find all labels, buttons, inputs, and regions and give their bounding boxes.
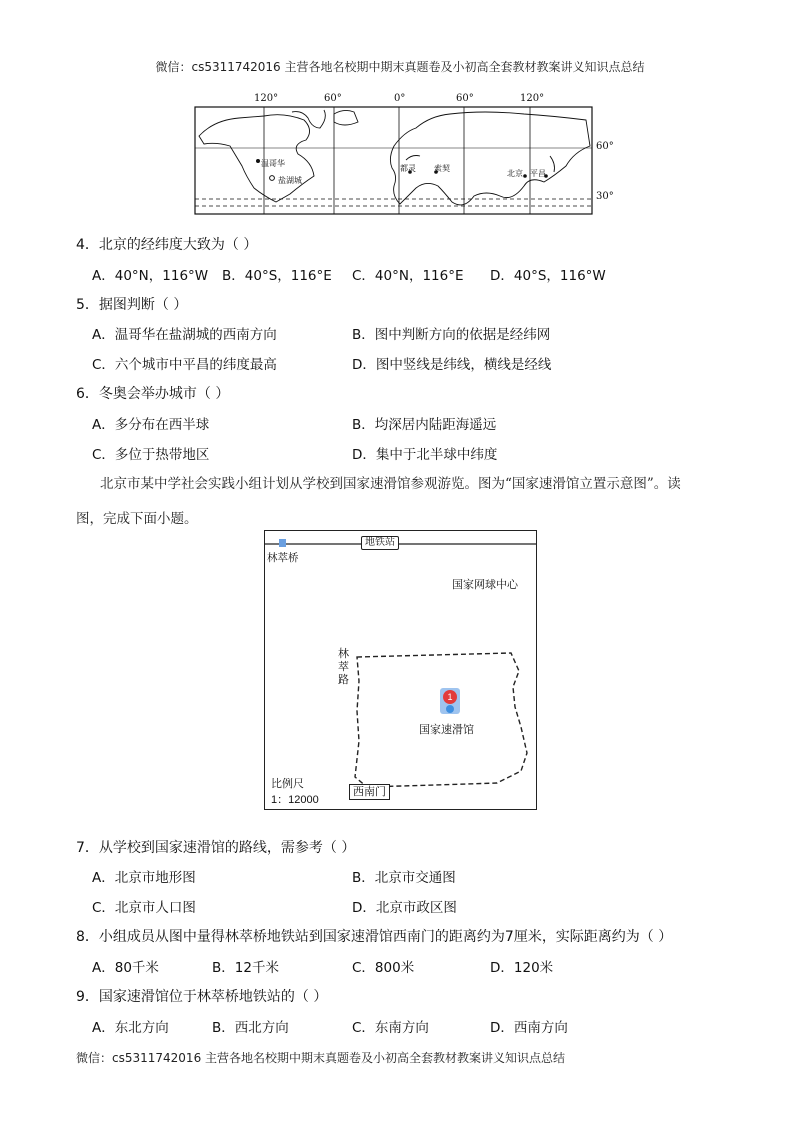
q9-option-a: A．东北方向 [92,1020,169,1036]
page-footer: 微信：cs5311742016 主营各地名校期中期末真题卷及小初高全套教材教案讲义知识点总结 [76,1051,566,1065]
q4-option-b: B．40°S，116°E [222,268,332,284]
station-linchuiqiao: 林萃桥 [267,552,299,564]
road-char-2: 萃 [338,661,349,673]
city-salt-lake: 盐湖城 [278,176,302,185]
question-6-stem: 6．冬奥会举办城市（ ） [76,386,230,402]
question-4-stem: 4．北京的经纬度大致为（ ） [76,237,258,253]
q9-option-c: C．东南方向 [352,1020,429,1036]
lon-label-120e: 120° [520,93,545,104]
scale-value: 1：12000 [271,794,319,806]
city-vancouver: 温哥华 [261,159,285,168]
q6-option-c: C．多位于热带地区 [92,447,210,463]
q6-option-b: B．均深居内陆距海遥远 [352,417,497,433]
tennis-center-label: 国家网球中心 [452,579,518,591]
southwest-gate-label: 西南门 [349,784,390,800]
q4-option-c: C．40°N，116°E [352,268,464,284]
venue-pin-icon: 1 [440,688,460,714]
question-8-stem: 8．小组成员从图中量得林萃桥地铁站到国家速滑馆西南门的距离约为7厘米，实际距离约为（ ） [76,929,673,945]
city-turin: 都灵 [400,164,416,173]
city-pyeongchang: 平昌 [530,169,546,178]
subway-station-label: 地铁站 [361,536,399,550]
passage-line-1: 北京市某中学社会实践小组计划从学校到国家速滑馆参观游览。图为“国家速滑馆立置示意图”。读 [100,476,681,492]
q5-option-d: D．图中竖线是纬线，横线是经线 [352,357,552,373]
passage-line-2: 图，完成下面小题。 [76,511,198,527]
lon-label-0: 0° [394,93,406,104]
q6-option-d: D．集中于北半球中纬度 [352,447,498,463]
page-header: 微信：cs5311742016 主营各地名校期中期末真题卷及小初高全套教材教案讲义知识点总结 [155,60,645,74]
venue-map-graphic [265,531,536,809]
lat-label-60: 60° [596,141,614,152]
q7-option-b: B．北京市交通图 [352,870,456,886]
road-char-3: 路 [338,674,349,686]
q8-option-b: B．12千米 [212,960,279,976]
q8-option-c: C．800米 [352,960,415,976]
q7-option-c: C．北京市人口图 [92,900,196,916]
q5-option-b: B．图中判断方向的依据是经纬网 [352,327,551,343]
q7-option-a: A．北京市地形图 [92,870,196,886]
scale-title: 比例尺 [271,778,304,790]
question-9-stem: 9．国家速滑馆位于林萃桥地铁站的（ ） [76,989,328,1005]
lon-label-120w: 120° [254,93,279,104]
question-7-stem: 7．从学校到国家速滑馆的路线，需参考（ ） [76,840,356,856]
q9-option-b: B．西北方向 [212,1020,289,1036]
q9-option-d: D．西南方向 [490,1020,568,1036]
lon-label-60w: 60° [324,93,342,104]
q4-option-d: D．40°S，116°W [490,268,606,284]
q5-option-a: A．温哥华在盐湖城的西南方向 [92,327,277,343]
question-5-stem: 5．据图判断（ ） [76,297,188,313]
venue-label: 国家速滑馆 [419,724,474,736]
q6-option-a: A．多分布在西半球 [92,417,210,433]
city-beijing: 北京 [507,169,523,178]
world-map-figure [194,93,614,218]
world-map-graphic [194,106,594,216]
road-char-1: 林 [338,648,349,660]
q8-option-a: A．80千米 [92,960,159,976]
q5-option-c: C．六个城市中平昌的纬度最高 [92,357,277,373]
q7-option-d: D．北京市政区图 [352,900,457,916]
q4-option-a: A．40°N，116°W [92,268,209,284]
venue-location-map [264,530,537,810]
lat-label-30: 30° [596,191,614,202]
city-sochi: 索契 [434,164,450,173]
q8-option-d: D．120米 [490,960,554,976]
lon-label-60e: 60° [456,93,474,104]
